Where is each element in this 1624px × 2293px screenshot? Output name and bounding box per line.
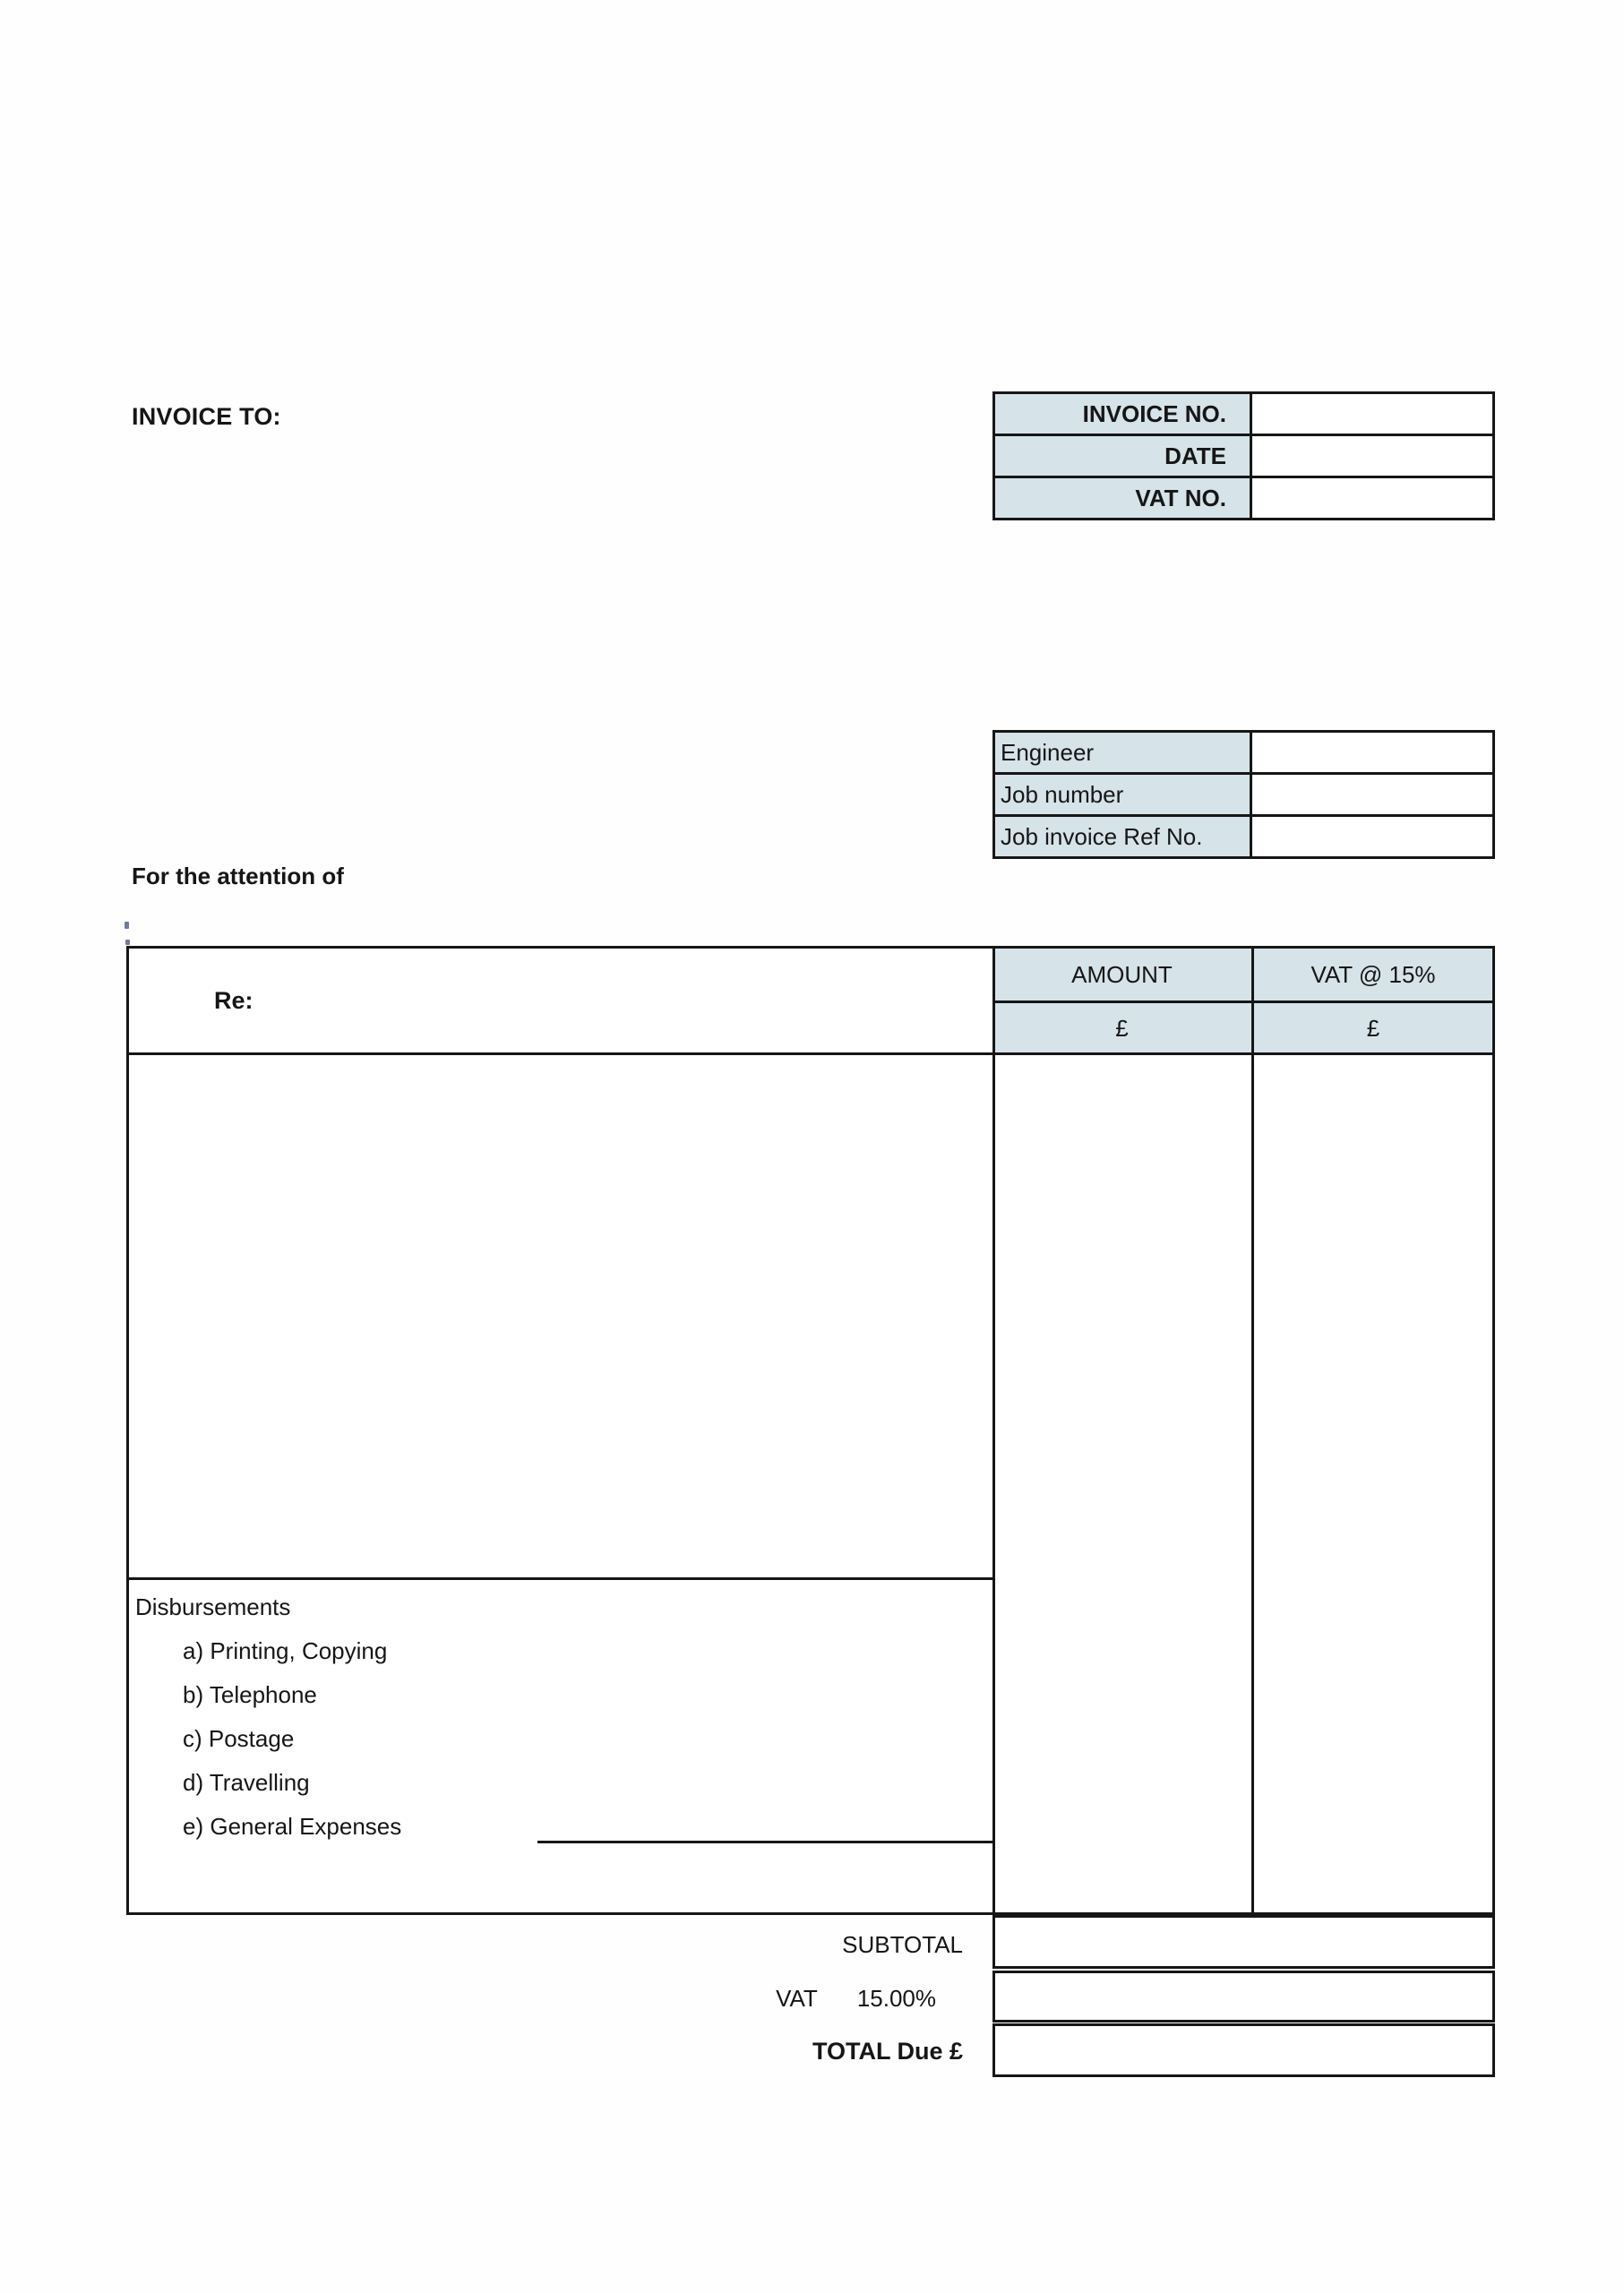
vat-total-label xyxy=(618,1985,936,2013)
vat-no-value-field[interactable] xyxy=(1252,478,1492,518)
job-number-label: Job number xyxy=(995,775,1252,814)
vat-word: VAT xyxy=(776,1985,818,2012)
vat-column-header: VAT @ 15% xyxy=(1310,961,1436,988)
disbursement-item: e) General Expenses xyxy=(183,1813,402,1840)
job-invoice-ref-value-field[interactable] xyxy=(1252,817,1492,856)
header-split-line xyxy=(992,1001,1492,1003)
vat-total-value-field[interactable] xyxy=(992,1971,1495,2022)
invoice-no-value-field[interactable] xyxy=(1252,394,1492,434)
vat-no-label: VAT NO. xyxy=(995,478,1252,518)
date-row xyxy=(995,434,1492,476)
amount-column-header: AMOUNT xyxy=(1071,961,1173,988)
subtotal-label: SUBTOTAL xyxy=(842,1931,963,1958)
invoice-to-label: INVOICE TO: xyxy=(132,403,281,430)
disbursements-divider-line xyxy=(129,1577,992,1580)
engineer-label: Engineer xyxy=(995,733,1252,772)
disbursement-item: a) Printing, Copying xyxy=(183,1637,388,1664)
description-field[interactable] xyxy=(129,1055,992,1577)
engineer-row xyxy=(995,733,1492,772)
stray-mark xyxy=(125,940,130,945)
invoice-no-row xyxy=(995,394,1492,434)
vat-currency-symbol: £ xyxy=(1366,1015,1380,1042)
job-invoice-ref-label: Job invoice Ref No. xyxy=(995,817,1252,856)
subtotal-value-field[interactable] xyxy=(992,1915,1495,1969)
re-label: Re: xyxy=(214,987,253,1014)
invoice-meta-table xyxy=(992,391,1495,520)
disbursements-title: Disbursements xyxy=(135,1593,291,1620)
attention-label: For the attention of xyxy=(132,863,344,889)
job-invoice-ref-row xyxy=(995,814,1492,856)
engineer-value-field[interactable] xyxy=(1252,733,1492,772)
job-number-value-field[interactable] xyxy=(1252,775,1492,814)
date-label: DATE xyxy=(995,436,1252,476)
vat-value-field[interactable] xyxy=(1254,1055,1492,1912)
job-meta-table xyxy=(992,730,1495,859)
disbursement-item: c) Postage xyxy=(183,1725,295,1752)
stray-mark xyxy=(125,922,129,929)
invoice-no-label: INVOICE NO. xyxy=(995,394,1252,434)
disbursements-total-underline xyxy=(537,1841,992,1843)
amount-value-field[interactable] xyxy=(995,1055,1251,1912)
work-table xyxy=(126,946,1495,1915)
job-number-row xyxy=(995,772,1492,814)
date-value-field[interactable] xyxy=(1252,436,1492,476)
vat-rate: 15.00% xyxy=(856,1985,936,2012)
disbursement-item: d) Travelling xyxy=(183,1769,310,1796)
amount-currency-symbol: £ xyxy=(1115,1015,1129,1042)
total-due-value-field[interactable] xyxy=(992,2023,1495,2077)
total-due-label: TOTAL Due £ xyxy=(812,2038,963,2065)
vat-no-row xyxy=(995,476,1492,518)
disbursement-item: b) Telephone xyxy=(183,1681,317,1708)
